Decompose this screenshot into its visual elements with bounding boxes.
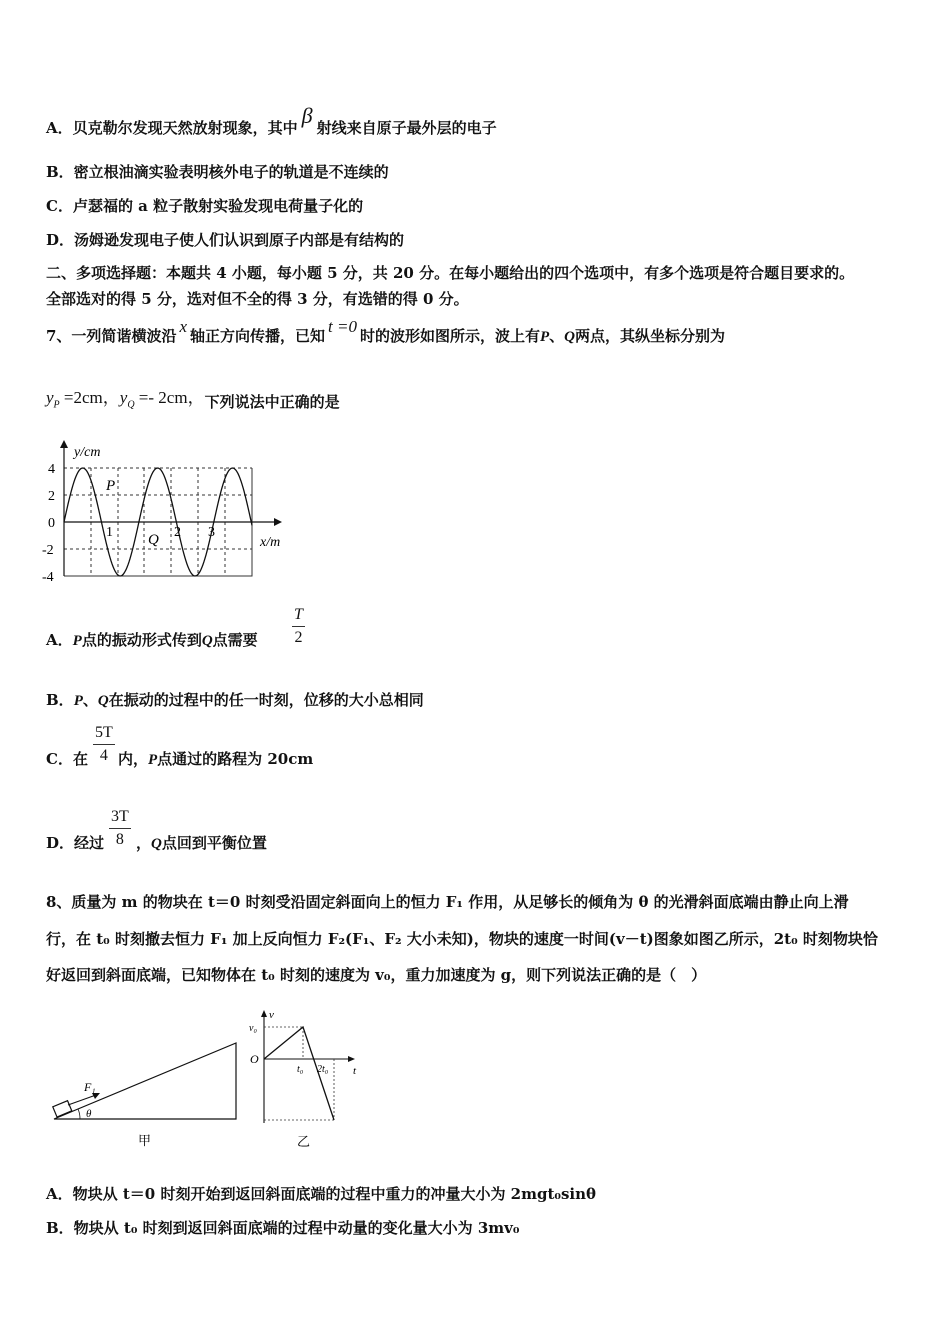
y-axis-arrow [60,440,68,448]
q7-option-b-prefix: B． [46,691,74,709]
q8-stem-line2: 行，在 t₀ 时刻撤去恒力 F₁ 加上反向恒力 F₂(F₁、F₂ 大小未知)，物块的速度一时间(v－t)图象如图乙所示，2t₀ 时刻物块恰 [46,930,878,948]
q7-option-a-q: Q [201,633,213,649]
yq-sub: Q [127,399,135,411]
y-axis-label: y/cm [74,445,101,460]
incline-triangle [54,1043,236,1119]
point-q: Q [148,532,159,548]
t0-label: t₀ [297,1064,304,1075]
t-axis-label: t [353,1065,357,1077]
x-axis-arrow [274,518,282,526]
q6-option-b: B．密立根油滴实验表明核外电子的轨道是不连续的 [46,163,389,181]
section-header-line1: 二、多项选择题：本题共 4 小题，每小题 5 分，共 20 分。在每小题给出的四个选项中，有多个选项是符合题目要求的。 [46,264,855,282]
q7-option-c-suffix: 内， [117,750,148,768]
separator: 、 [549,327,565,345]
q7-option-a-suffix: 点需要 [212,631,258,649]
q7-option-d-suffix: ， [136,834,152,852]
q7-option-c-prefix: C．在 [46,750,88,768]
yp-expression [46,388,205,411]
q6-option-a-suffix: 射线来自原子最外层的电子 [316,119,497,137]
q7-option-d [46,833,267,854]
v-axis-arrow [261,1010,267,1017]
fraction-numerator: 3T [111,808,129,825]
x-tick-1: 1 [106,525,113,540]
q7-stem-e: 下列说法中正确的是 [204,393,340,411]
q7-option-a-mid: 点的振动形式传到 [81,631,202,649]
2t0-label: 2t₀ [317,1064,329,1075]
yp-sub: P [53,399,60,411]
q7-stem [46,317,726,347]
q8-option-b: B．物块从 t₀ 时刻到返回斜面底端的过程中动量的变化量大小为 3mv₀ [46,1219,520,1237]
figure-jia-caption: 甲 [138,1133,152,1148]
q7-option-b [46,690,424,711]
angle-arc [78,1109,80,1119]
q7-option-a [46,630,258,651]
q7-stem-a: 7、一列简谐横波沿 [46,327,177,345]
q7-option-d-q: Q [151,836,162,852]
vt-graph [245,1008,365,1153]
y-tick-4: 4 [48,462,55,477]
q7-option-c-end: 点通过的路程为 20cm [157,750,314,768]
y-tick-2: 2 [48,489,55,504]
x-axis-label: x/m [260,535,281,550]
q7-option-d-prefix: D．经过 [46,834,105,852]
q7-option-b-q: Q [97,693,109,709]
x-tick-2: 2 [174,525,181,540]
yp-var: y [46,388,54,407]
q7-stem-c: 时的波形如图所示，波上有 [359,327,540,345]
q7-option-c-p: P [147,752,158,768]
fraction-t-over-2 [292,606,305,647]
fraction-denominator: 8 [115,831,124,848]
x-tick-3: 3 [208,525,215,540]
q6-option-c: C．卢瑟福的 a 粒子散射实验发现电荷量子化的 [46,197,364,215]
q6-option-a [46,103,497,138]
x-symbol: x [179,317,187,336]
q6-option-a-text: A．贝克勒尔发现天然放射现象，其中 [46,119,298,137]
beta-symbol: β [301,103,313,128]
q7-option-d-end: 点回到平衡位置 [161,834,267,852]
point-q-label: Q [564,329,576,345]
fraction-denominator: 2 [294,629,303,646]
y-tick-neg4: -4 [42,570,54,585]
q7-option-b-suffix: 在振动的过程中的任一时刻，位移的大小总相同 [108,691,424,709]
q8-stem-line1: 8、质量为 m 的物块在 t＝0 时刻受沿固定斜面向上的恒力 F₁ 作用，从足够长的倾角为 θ 的光滑斜面底端由静止向上滑 [46,893,849,911]
fraction-numerator [93,724,115,742]
point-p: P [106,478,116,494]
q8-stem-line3: 好返回到斜面底端，已知物体在 t₀ 时刻的速度为 v₀，重力加速度为 g，则下列说法正确的是（ ） [46,966,707,984]
section-header-line2: 全部选对的得 5 分，选对但不全的得 3 分，有选错的得 0 分。 [46,290,469,308]
y-tick-neg2: -2 [42,543,54,558]
force-label: F₁ [84,1080,96,1094]
yq-var: y [119,388,128,407]
origin-label: O [250,1052,259,1066]
q7-option-b-p: P [73,693,83,709]
fraction-5t-over-4 [93,724,115,765]
angle-label: θ [86,1108,92,1120]
q7-option-b-sep: 、 [82,691,98,709]
point-p-label: P [539,329,550,345]
t-axis-arrow [348,1056,355,1062]
q7-option-a-p: P [72,633,82,649]
fraction-numerator-text: 5T [95,724,113,741]
y-tick-0: 0 [48,516,55,531]
q7-coordinates [46,388,340,419]
yq-value: =- 2cm， [134,388,205,407]
v0-label: v₀ [249,1023,257,1034]
incline-figure [48,1035,248,1150]
fraction-numerator: T [294,606,303,623]
t-equals-zero: t =0 [328,317,357,336]
block [53,1101,72,1117]
q7-stem-d: 两点，其纵坐标分别为 [575,327,726,345]
yp-value: =2cm， [59,388,120,407]
q7-option-a-prefix: A． [46,631,73,649]
q7-stem-b: 轴正方向传播，已知 [190,327,326,345]
fraction-3t-over-8 [109,808,131,849]
q6-option-d: D．汤姆逊发现电子使人们认识到原子内部是有结构的 [46,231,405,249]
figure-yi-caption: 乙 [297,1134,311,1149]
v-axis-label: v [269,1009,274,1021]
fraction-denominator: 4 [99,747,108,764]
q8-option-a: A．物块从 t＝0 时刻开始到返回斜面底端的过程中重力的冲量大小为 2mgt₀sinθ [46,1185,597,1203]
q7-option-c [46,749,313,770]
wave-graph [40,438,300,588]
